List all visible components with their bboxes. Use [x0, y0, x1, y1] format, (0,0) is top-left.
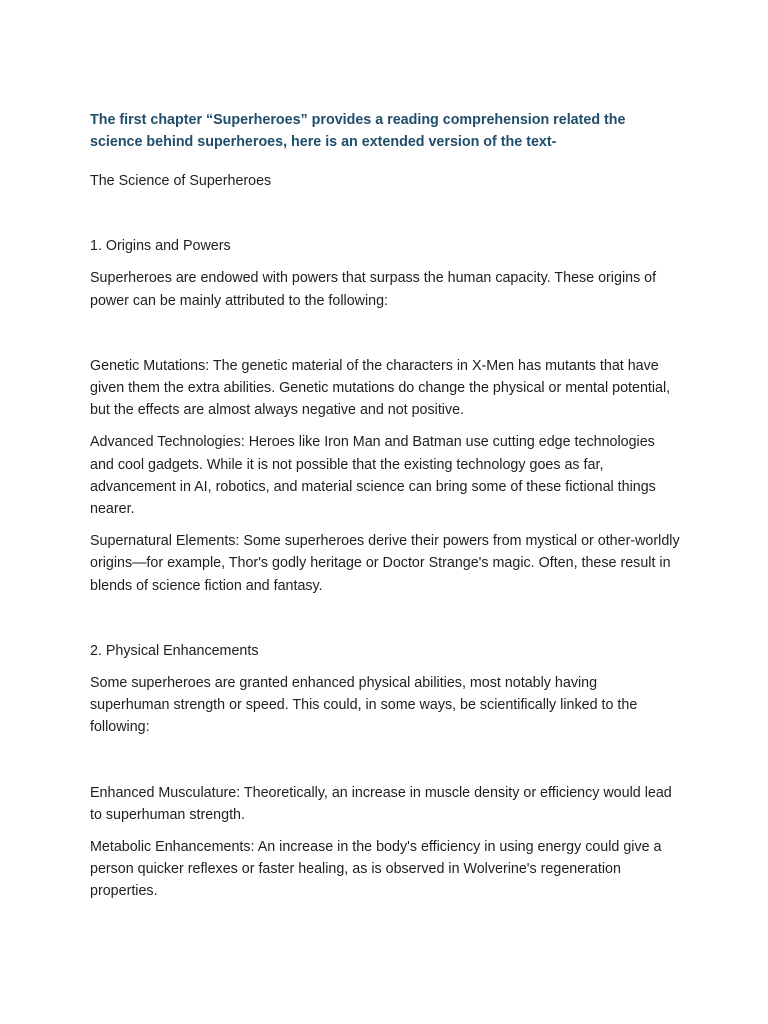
section-heading-origins: 1. Origins and Powers: [90, 238, 231, 255]
section-lead-origins: Superheroes are endowed with powers that surpass the human capacity. These origins of power can be mainly attributed to the following:: [90, 270, 657, 309]
section-heading-physical: 2. Physical Enhancements: [90, 642, 259, 659]
section-lead-physical: Some superheroes are granted enhanced physical abilities, most notably having superhuman strength or speed. This could, in some ways, be scientifically linked to the following:: [90, 675, 638, 736]
list-item-advanced-technologies: Advanced Technologies: Heroes like Iron Man and Batman use cutting edge technologies and cool gadgets. While it is not possible that the existing technology goes as far, advancement in AI, robotics, and material science can bring some of these fictional things nearer.: [90, 434, 656, 518]
document-page: [90, 109, 680, 913]
list-item-genetic-mutations: Genetic Mutations: The genetic material of the characters in X-Men has mutants that have given them the extra abilities. Genetic mutations do change the physical or mental potential, but the effects are almost always negative and not positive.: [90, 357, 671, 419]
list-item-supernatural-elements: Supernatural Elements: Some superheroes derive their powers from mystical or other-worldly origins—for example, Thor's godly heritage or Doctor Strange's magic. Often, these result in blends of science fiction and fantasy.: [90, 533, 680, 594]
document-title: The Science of Superheroes: [90, 173, 272, 189]
list-item-enhanced-musculature: Enhanced Musculature: Theoretically, an increase in muscle density or efficiency would lead to superhuman strength.: [90, 784, 672, 823]
list-item-metabolic-enhancements: Metabolic Enhancements: An increase in the body's efficiency in using energy could give a person quicker reflexes or faster healing, as is observed in Wolverine's regeneration properties.: [90, 839, 662, 900]
intro-paragraph: The first chapter “Superheroes” provides a reading comprehension related the science behind superheroes, here is an extended version of the text-: [90, 112, 626, 150]
